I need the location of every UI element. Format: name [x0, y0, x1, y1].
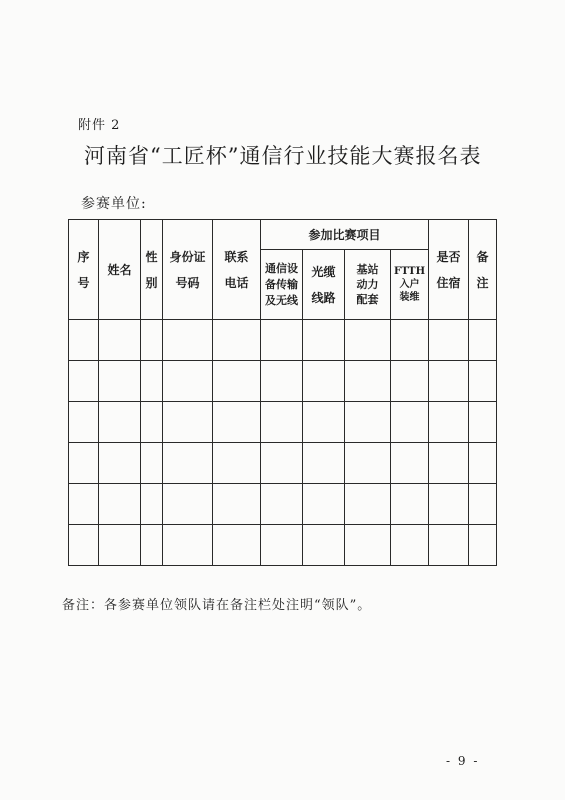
table-row [69, 320, 497, 361]
table-cell[interactable] [469, 525, 497, 566]
table-cell[interactable] [429, 361, 469, 402]
table-cell[interactable] [213, 443, 261, 484]
table-cell[interactable] [469, 402, 497, 443]
participating-unit-label: 参赛单位: [81, 196, 147, 212]
table-cell[interactable] [345, 361, 391, 402]
table-cell[interactable] [469, 484, 497, 525]
table-cell[interactable] [469, 443, 497, 484]
table-cell[interactable] [163, 320, 213, 361]
table-cell[interactable] [141, 320, 163, 361]
table-cell[interactable] [303, 525, 345, 566]
header-phone: 联系 电话 [213, 220, 261, 320]
form-title: 河南省“工匠杯”通信行业技能大赛报名表 [84, 144, 482, 168]
registration-table [68, 219, 497, 566]
table-cell[interactable] [99, 361, 141, 402]
table-cell[interactable] [469, 320, 497, 361]
table-cell[interactable] [213, 402, 261, 443]
table-cell[interactable] [141, 402, 163, 443]
footnote: 备注：各参赛单位领队请在备注栏处注明“领队”。 [62, 598, 372, 613]
table-cell[interactable] [345, 525, 391, 566]
table-cell[interactable] [69, 320, 99, 361]
table-cell[interactable] [213, 525, 261, 566]
attachment-label: 附件 2 [78, 118, 121, 133]
table-cell[interactable] [99, 320, 141, 361]
table-cell[interactable] [213, 320, 261, 361]
table-cell[interactable] [345, 484, 391, 525]
table-cell[interactable] [99, 443, 141, 484]
table-cell[interactable] [303, 361, 345, 402]
table-cell[interactable] [429, 443, 469, 484]
table-row [69, 402, 497, 443]
table-cell[interactable] [261, 361, 303, 402]
table-cell[interactable] [141, 484, 163, 525]
table-cell[interactable] [99, 402, 141, 443]
table-cell[interactable] [303, 402, 345, 443]
header-lodging: 是否 住宿 [429, 220, 469, 320]
table-cell[interactable] [69, 402, 99, 443]
table-row [69, 484, 497, 525]
table-cell[interactable] [213, 361, 261, 402]
table-cell[interactable] [261, 402, 303, 443]
table-cell[interactable] [303, 443, 345, 484]
table-body [69, 320, 497, 566]
table-cell[interactable] [261, 525, 303, 566]
table-cell[interactable] [429, 484, 469, 525]
header-competition-events: 参加比赛项目 [261, 220, 429, 250]
table-cell[interactable] [69, 443, 99, 484]
header-id-number: 身份证 号码 [163, 220, 213, 320]
table-row [69, 361, 497, 402]
table-cell[interactable] [391, 443, 429, 484]
table-cell[interactable] [303, 484, 345, 525]
table-cell[interactable] [69, 484, 99, 525]
table-cell[interactable] [345, 402, 391, 443]
table-cell[interactable] [391, 320, 429, 361]
header-name: 姓名 [99, 220, 141, 320]
table-cell[interactable] [429, 402, 469, 443]
table-cell[interactable] [261, 320, 303, 361]
event-fiber-cable: 光缆 线路 [303, 250, 345, 320]
table-cell[interactable] [429, 320, 469, 361]
event-base-station-power: 基站 动力 配套 [345, 250, 391, 320]
table-cell[interactable] [99, 525, 141, 566]
table-cell[interactable] [469, 361, 497, 402]
table-cell[interactable] [213, 484, 261, 525]
table-row [69, 443, 497, 484]
table-cell[interactable] [391, 361, 429, 402]
table-cell[interactable] [345, 443, 391, 484]
table-cell[interactable] [99, 484, 141, 525]
header-seq: 序 号 [69, 220, 99, 320]
table-cell[interactable] [163, 525, 213, 566]
event-telecom-equipment: 通信设备传输及无线 [261, 250, 303, 320]
table-cell[interactable] [69, 525, 99, 566]
table-cell[interactable] [141, 525, 163, 566]
table-cell[interactable] [345, 320, 391, 361]
table-cell[interactable] [261, 484, 303, 525]
header-gender: 性 别 [141, 220, 163, 320]
table-cell[interactable] [391, 484, 429, 525]
table-cell[interactable] [163, 361, 213, 402]
table-cell[interactable] [163, 443, 213, 484]
table-cell[interactable] [163, 402, 213, 443]
table-cell[interactable] [141, 443, 163, 484]
event-ftth-installation: FTTH 入户 装维 [391, 250, 429, 320]
table-cell[interactable] [429, 525, 469, 566]
table-cell[interactable] [69, 361, 99, 402]
table-cell[interactable] [163, 484, 213, 525]
table-row [69, 525, 497, 566]
table-cell[interactable] [141, 361, 163, 402]
table-cell[interactable] [303, 320, 345, 361]
table-cell[interactable] [391, 525, 429, 566]
header-remark: 备 注 [469, 220, 497, 320]
table-cell[interactable] [391, 402, 429, 443]
table-cell[interactable] [261, 443, 303, 484]
page-number: - 9 - [446, 754, 480, 768]
